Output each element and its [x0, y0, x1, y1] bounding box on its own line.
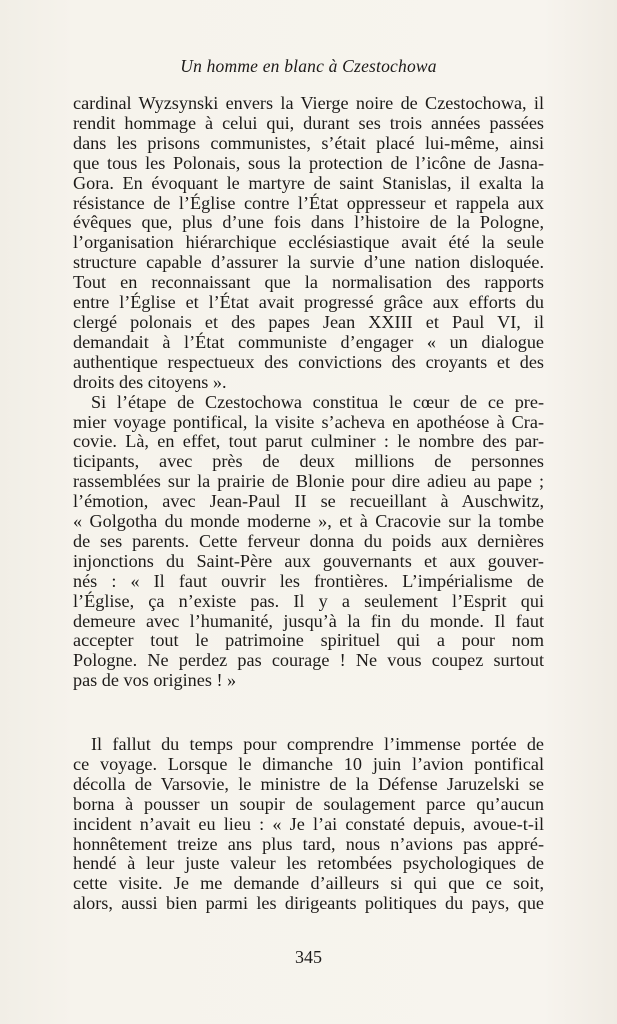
text-line: Gora. En évoquant le martyre de saint Stanislas, il exalta la — [73, 172, 544, 193]
text-line: l’organisation hiérarchique ecclésiastique avait été la seule — [73, 232, 544, 253]
text-line: honnêtement treize ans plus tard, nous n’avions pas appré- — [73, 833, 544, 854]
text-line: clergé polonais et des papes Jean XXIII et Paul VI, il — [73, 311, 544, 332]
text-line: décolla de Varsovie, le ministre de la Défense Jaruzelski se — [73, 773, 544, 794]
text-line: covie. Là, en effet, tout parut culminer : le nombre des par- — [73, 431, 544, 452]
text-line: que tous les Polonais, sous la protection de l’icône de Jasna- — [73, 152, 544, 173]
text-line: demeure avec l’humanité, jusqu’à la fin du monde. Il faut — [73, 610, 544, 631]
text-line: borna à pousser un soupir de soulagement parce qu’aucun — [73, 793, 544, 814]
text-line: Il fallut du temps pour comprendre l’immense portée de — [91, 734, 544, 754]
text-line: l’Église, ça n’existe pas. Il y a seulement l’Esprit qui — [73, 590, 544, 611]
text-line: entre l’Église et l’État avait progressé grâce aux efforts du — [73, 292, 544, 313]
text-line: dans les prisons communistes, s’était placé lui-même, ainsi — [73, 132, 544, 153]
text-line: injonctions du Saint-Père aux gouvernants et aux gouver- — [73, 550, 544, 571]
text-line: accepter tout le patrimoine spirituel qui a pour nom — [73, 630, 544, 651]
text-line: nés : « Il faut ouvrir les frontières. L’impérialisme de — [73, 570, 544, 591]
text-line: rassemblées sur la prairie de Blonie pour dire adieu au pape ; — [73, 471, 544, 492]
text-line: structure capable d’assurer la survie d’une nation disloquée. — [73, 252, 544, 273]
text-line: ce voyage. Lorsque le dimanche 10 juin l’avion pontifical — [73, 753, 544, 774]
paragraph-1 — [73, 94, 544, 393]
text-line: évêques que, plus d’une fois dans l’histoire de la Pologne, — [73, 212, 544, 233]
text-line: cette visite. Je me demande d’ailleurs si qui que ce soit, — [73, 873, 544, 894]
text-line: cardinal Wyzsynski envers la Vierge noire de Czestochowa, il — [73, 93, 544, 113]
text-line: demandait à l’État communiste d’engager « un dialogue — [73, 331, 544, 352]
text-line: l’émotion, avec Jean-Paul II se recueillant à Auschwitz, — [73, 491, 544, 512]
text-line: « Golgotha du monde moderne », et à Cracovie sur la tombe — [73, 511, 544, 532]
text-line: pas de vos origines ! » — [73, 670, 237, 691]
text-line: authentique respectueux des convictions des croyants et des — [73, 351, 544, 372]
text-line: Pologne. Ne perdez pas courage ! Ne vous coupez surtout — [73, 650, 544, 671]
page-number: 345 — [295, 947, 322, 967]
paragraph-2 — [73, 393, 544, 692]
text-line: alors, aussi bien parmi les dirigeants politiques du pays, que — [73, 893, 544, 914]
text-line: Si l’étape de Czestochowa constitua le cœur de ce pre- — [91, 391, 544, 412]
text-line: rendit hommage à celui qui, durant ses trois années passées — [73, 112, 544, 133]
text-line: Tout en reconnaissant que la normalisation des rapports — [73, 272, 544, 293]
text-line: ticipants, avec près de deux millions de personnes — [73, 451, 544, 472]
paragraph-3 — [73, 735, 544, 914]
text-line: hendé à leur juste valeur les retombées psychologiques de — [73, 853, 544, 874]
running-head: Un homme en blanc à Czestochowa — [180, 56, 437, 76]
text-block-upper — [73, 94, 544, 691]
text-line: droits des citoyens ». — [73, 371, 227, 392]
text-line: résistance de l’Église contre l’État oppresseur et rappela aux — [73, 192, 544, 213]
text-line: mier voyage pontifical, la visite s’acheva en apothéose à Cra- — [73, 411, 544, 432]
text-line: incident n’avait eu lieu : « Je l’ai constaté depuis, avoue-t-il — [73, 813, 544, 834]
text-block-lower — [73, 735, 544, 914]
text-line: de ses parents. Cette ferveur donna du poids aux dernières — [73, 530, 544, 551]
